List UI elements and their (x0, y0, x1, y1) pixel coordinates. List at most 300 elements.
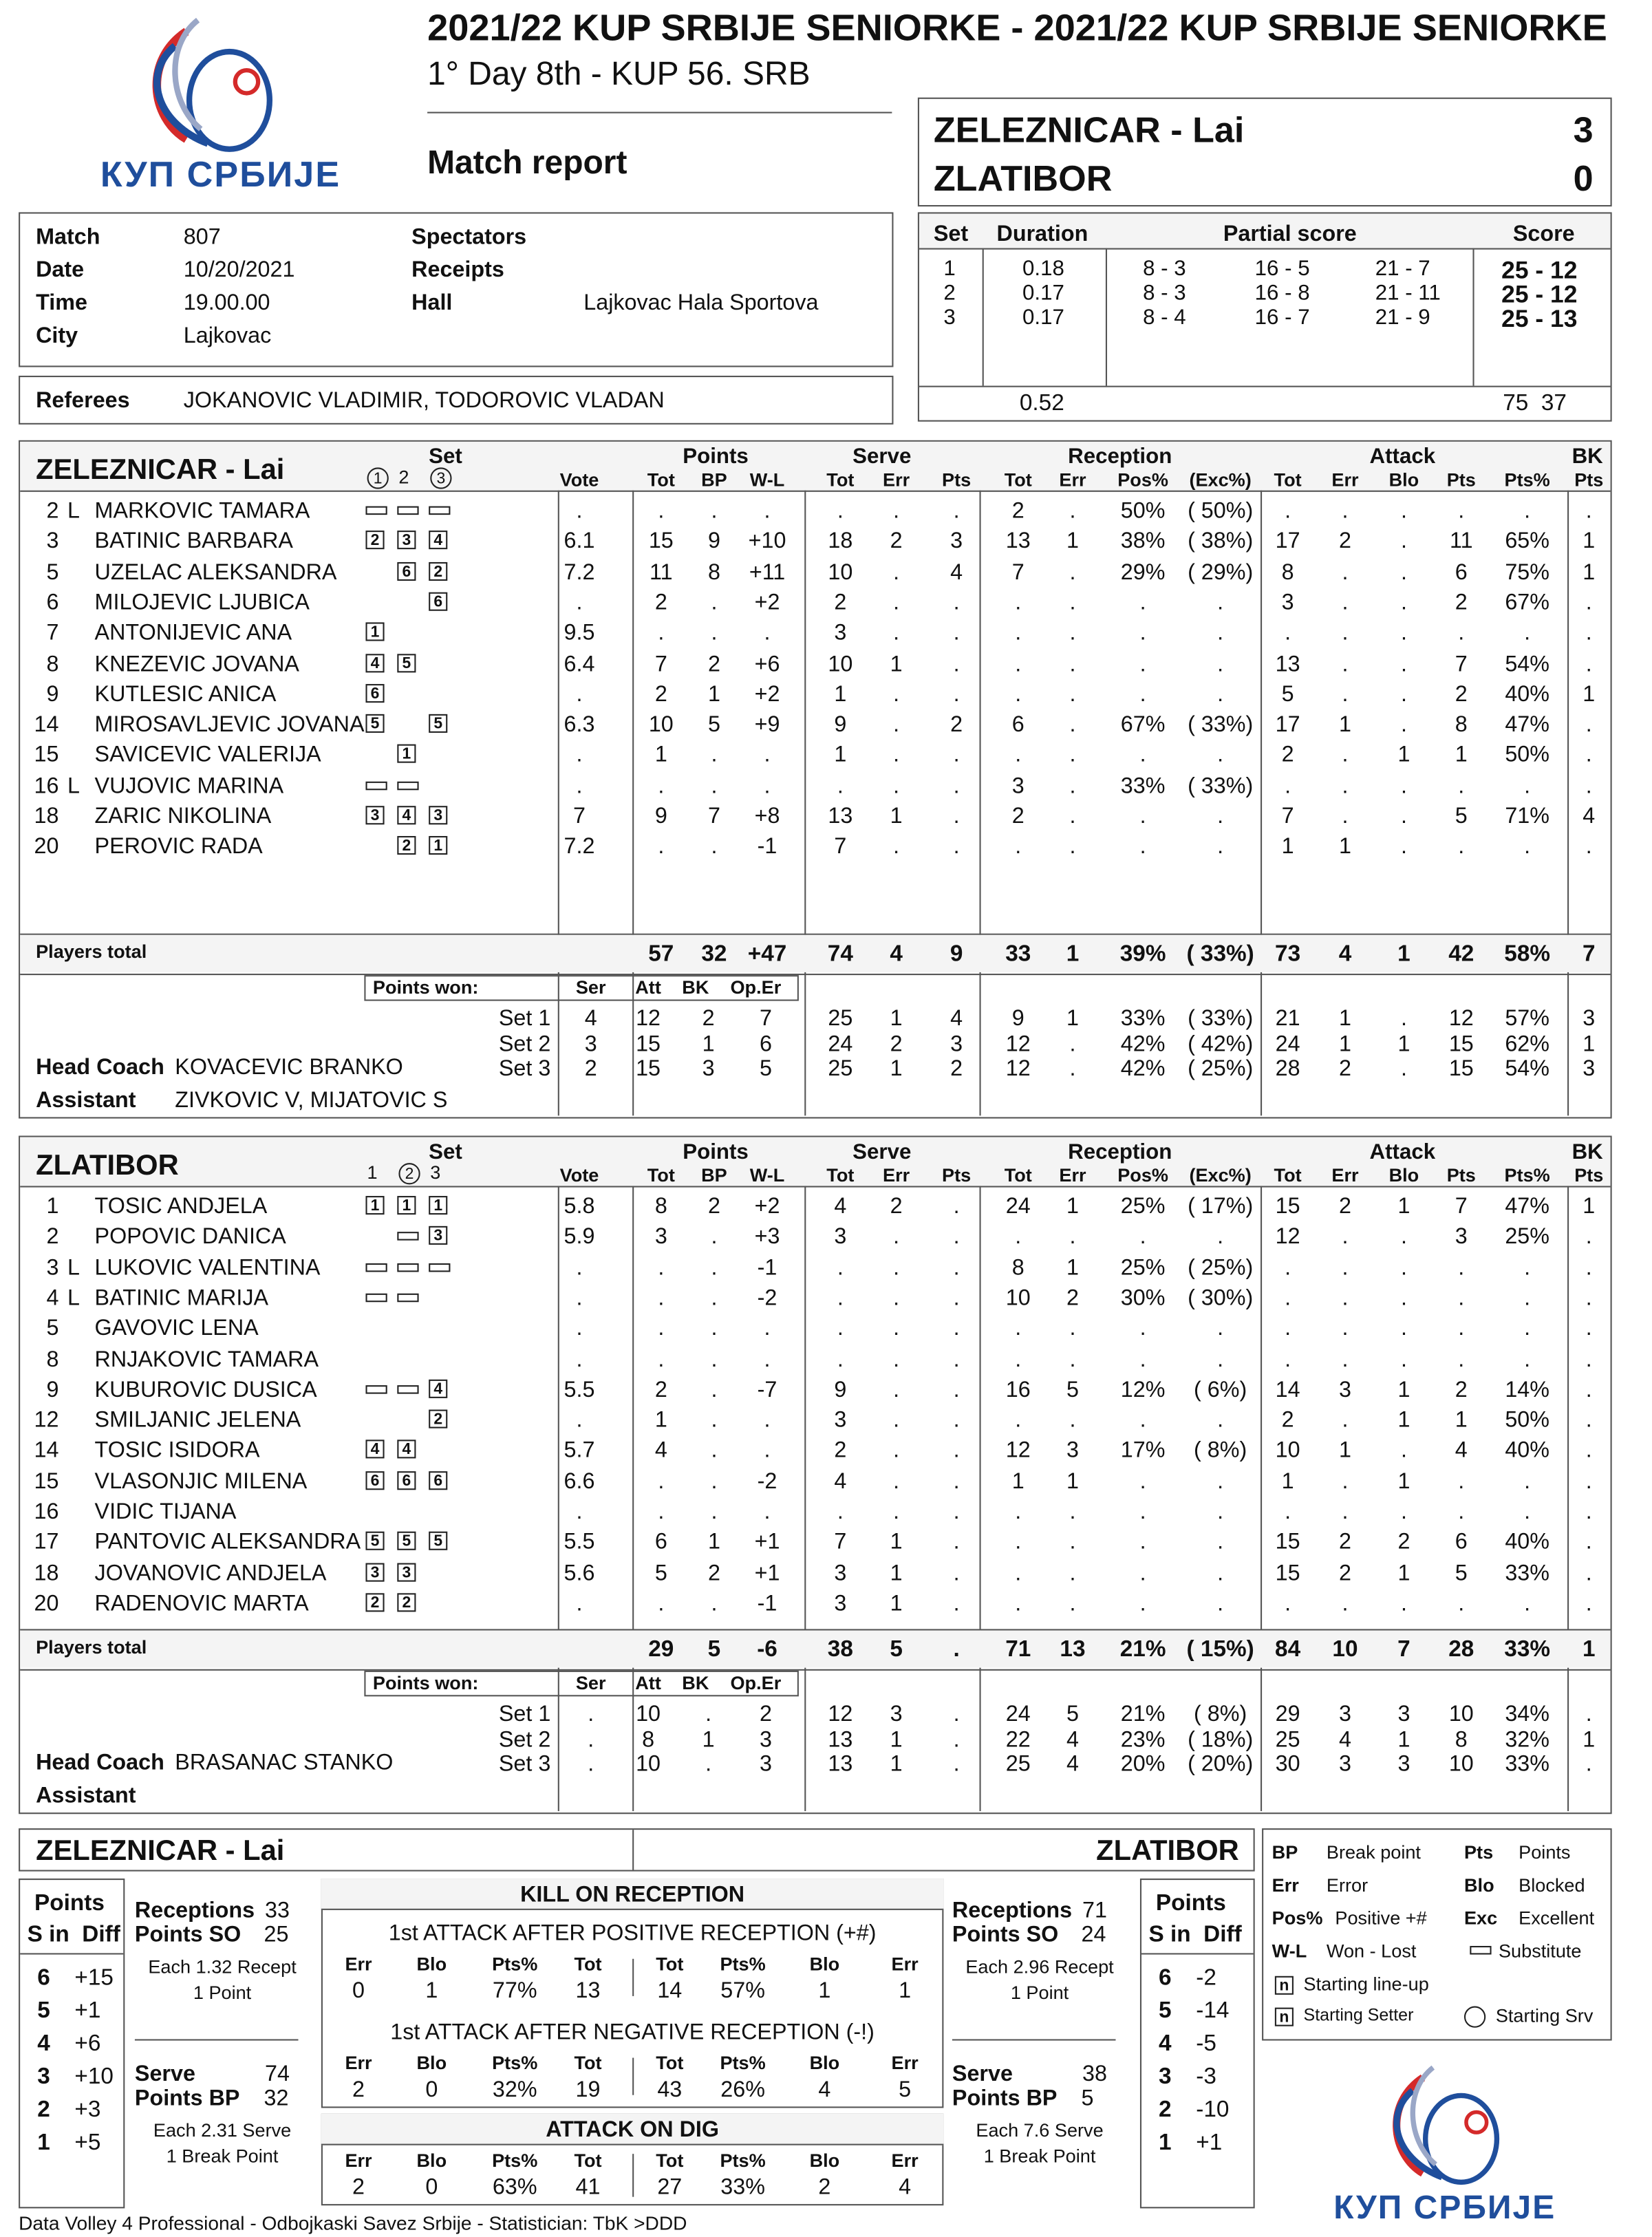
player-name: MIROSAVLJEVIC JOVANA (94, 712, 365, 738)
stat-bk: . (1585, 621, 1592, 646)
col-head-apts: Pts (1446, 469, 1476, 491)
stat-apct: 67% (1505, 590, 1550, 615)
stat-apct: . (1524, 1469, 1531, 1494)
legend-key: n (1275, 1976, 1294, 1995)
substitute-icon (397, 781, 418, 790)
stat-rpos: . (1139, 743, 1146, 768)
kill-val-r: 57% (720, 1978, 765, 2004)
set-row-ser: 3 (584, 1031, 597, 1056)
each-serve: Each 2.31 Serve (153, 2119, 292, 2141)
dig-head-r: Blo (809, 2149, 840, 2172)
legend-text: Error (1326, 1874, 1369, 1896)
set-row-stot: 25 (828, 1056, 853, 1082)
stat-bk: . (1585, 499, 1592, 524)
team-name: ZLATIBOR (36, 1150, 179, 1182)
points-subhead: S in Diff (1148, 1923, 1242, 1948)
set-row-atot: 25 (1275, 1727, 1300, 1752)
stat-ablo: 1 (1397, 1469, 1410, 1494)
summary-header (19, 1828, 1255, 1872)
set-marker-3 (430, 466, 451, 489)
stat-serr: . (893, 1408, 900, 1433)
points-diff: +10 (74, 2064, 114, 2090)
stat-serr: . (893, 590, 900, 615)
points-won-head-2: BK (682, 1671, 709, 1694)
col-head-apct: Pts% (1504, 1164, 1550, 1186)
starting-position: 1 (429, 837, 447, 855)
kill-val-l: 77% (492, 1978, 537, 2004)
set-partial-3: 21 - 11 (1375, 281, 1441, 306)
starting-position: 5 (365, 1532, 384, 1550)
stat-serr: . (893, 1347, 900, 1372)
stat-vote: . (576, 682, 583, 707)
stat-ablo: . (1400, 499, 1407, 524)
set-row-oper: 6 (759, 1031, 772, 1056)
set-partial-3: 21 - 9 (1375, 305, 1430, 330)
player-name: ZARIC NIKOLINA (94, 804, 272, 829)
legend-text: Starting Setter (1303, 2004, 1414, 2025)
stat-tot: 6 (654, 1530, 667, 1555)
stat-bk: . (1585, 1286, 1592, 1311)
stat-rtot: 1 (1011, 1469, 1025, 1494)
player-name: RNJAKOVIC TAMARA (94, 1347, 319, 1372)
set-row-aerr: 1 (1338, 1006, 1351, 1031)
stat-rtot: . (1015, 682, 1022, 707)
stat-rpos: . (1139, 1592, 1146, 1616)
stat-spts: . (953, 1255, 960, 1281)
stat-vote: 6.1 (564, 529, 595, 555)
set-marker-label: 2 (398, 466, 409, 488)
stat-ablo: 1 (1397, 1378, 1410, 1402)
stat-rexc: . (1217, 743, 1224, 768)
scoreboard-score2: 0 (1573, 159, 1594, 200)
starting-position: 5 (429, 1532, 447, 1550)
set-row-bkk: 3 (1583, 1056, 1596, 1082)
head-coach-name: BRASANAC STANKO (175, 1751, 394, 1775)
stat-stot: 18 (828, 529, 853, 555)
stat-rpos: 50% (1120, 499, 1166, 524)
stat-spts: . (953, 1561, 960, 1586)
kill-head-r: Err (891, 1953, 919, 1975)
stat-serr: 2 (890, 529, 903, 555)
total-rerr: 13 (1060, 1637, 1086, 1662)
total-apct: 33% (1504, 1637, 1551, 1662)
dig-val-r: 27 (657, 2175, 683, 2200)
points-won-head-3: Op.Er (730, 976, 782, 998)
stat-stot: 7 (834, 835, 847, 859)
stat-bp: . (711, 1592, 718, 1616)
stat-aerr: . (1342, 652, 1349, 676)
stat-wl: +8 (754, 804, 780, 829)
sets-head-set: Set (933, 222, 969, 247)
player-libero: L (67, 1286, 80, 1311)
legend-key: Err (1272, 1874, 1299, 1896)
stat-vote: 5.6 (564, 1561, 595, 1586)
set-row-apct: 57% (1505, 1006, 1550, 1031)
set-row-spts: 4 (950, 1006, 963, 1031)
stat-atot: 15 (1275, 1561, 1300, 1586)
team1-table (19, 440, 1612, 1119)
player-number: 6 (46, 590, 59, 615)
stat-vote: . (576, 743, 583, 768)
stat-spts: . (953, 1530, 960, 1555)
stat-atot: 8 (1281, 559, 1294, 585)
set-row-att: 15 (636, 1031, 661, 1056)
dig-head-l: Err (345, 2149, 372, 2172)
total-ablo: 1 (1397, 942, 1410, 967)
points-rotation: 4 (1159, 2032, 1172, 2057)
kill-title: KILL ON RECEPTION (520, 1883, 745, 1907)
stat-bk: . (1585, 1408, 1592, 1433)
set-row-spts: . (953, 1702, 960, 1727)
match-report-label: Match report (427, 143, 627, 181)
stat-rexc: . (1217, 1225, 1224, 1250)
stat-ablo: . (1400, 1225, 1407, 1250)
stat-serr: 1 (890, 1561, 903, 1586)
assistant-name: ZIVKOVIC V, MIJATOVIC S (175, 1088, 448, 1113)
starting-position: 1 (397, 745, 416, 763)
total-spts: . (953, 1637, 960, 1662)
col-head-rerr: Err (1059, 1164, 1086, 1186)
stat-wl: +11 (749, 559, 786, 585)
player-number: 8 (46, 1347, 59, 1372)
stat-ablo: . (1400, 590, 1407, 615)
stat-apct: 40% (1505, 1439, 1550, 1464)
set-row-apct: 33% (1505, 1752, 1550, 1777)
col-head-atot: Tot (1274, 1164, 1302, 1186)
points-diff: +5 (74, 2130, 101, 2156)
player-name: SMILJANIC JELENA (94, 1408, 301, 1433)
kill-val-r: 4 (818, 2077, 831, 2103)
starting-position: 3 (365, 1563, 384, 1581)
stat-aerr: . (1342, 499, 1349, 524)
set-row-serr: 1 (890, 1752, 903, 1777)
stat-wl: . (764, 499, 771, 524)
stat-atot: 15 (1275, 1530, 1300, 1555)
set-row-rexc: ( 42%) (1188, 1031, 1254, 1056)
stat-bp: 1 (707, 1530, 720, 1555)
kill-val-l: 1 (425, 1978, 438, 2004)
set-row-bkk: 1 (1583, 1031, 1596, 1056)
city-value: Lajkovac (183, 323, 272, 349)
stat-wl: -1 (757, 1592, 777, 1616)
kill-val-l: 0 (425, 2077, 438, 2103)
stat-wl: -2 (757, 1286, 777, 1311)
date-label: Date (36, 258, 85, 283)
set-row-bkk: . (1585, 1702, 1592, 1727)
set-row-rerr: 5 (1066, 1702, 1079, 1727)
stat-vote: 6.3 (564, 712, 595, 738)
stat-serr: . (893, 1225, 900, 1250)
stat-rexc: . (1217, 590, 1224, 615)
set-score: 25 - 12 (1501, 257, 1578, 284)
stat-apts: 2 (1455, 682, 1468, 707)
stat-stot: 10 (828, 652, 853, 676)
stat-spts: . (953, 1378, 960, 1402)
stat-tot: . (658, 1499, 665, 1525)
stat-apts: 5 (1455, 1561, 1468, 1586)
stat-ablo: 1 (1397, 1561, 1410, 1586)
scoreboard-team2: ZLATIBOR (933, 159, 1113, 200)
dig-val-l: 2 (352, 2175, 365, 2200)
stat-tot: . (658, 1469, 665, 1494)
stat-vote: . (576, 499, 583, 524)
total-serr: 4 (890, 942, 903, 967)
stat-apts: . (1458, 1347, 1465, 1372)
dig-title: ATTACK ON DIG (546, 2118, 720, 2143)
set-number: 1 (943, 257, 956, 281)
stat-tot: . (658, 1286, 665, 1311)
col-head-bk: Pts (1574, 1164, 1604, 1186)
total-rtot: 33 (1005, 942, 1031, 967)
stat-serr: . (893, 743, 900, 768)
stat-serr: . (893, 1499, 900, 1525)
points-diff: -5 (1196, 2032, 1216, 2057)
stat-bp: . (711, 1469, 718, 1494)
set-row-spts: . (953, 1752, 960, 1777)
stat-apts: 3 (1455, 1225, 1468, 1250)
stat-bk: . (1585, 1225, 1592, 1250)
kill-head-l: Err (345, 1953, 372, 1975)
stat-stot: 9 (834, 1378, 847, 1402)
col-head-bp: BP (701, 469, 727, 491)
set-marker-2 (398, 466, 409, 487)
player-name: PEROVIC RADA (94, 835, 263, 859)
set-row-serr: 3 (890, 1702, 903, 1727)
points-so-value: 24 (1081, 1923, 1106, 1948)
set-row-apct: 62% (1505, 1031, 1550, 1056)
col-head-aerr: Err (1331, 1164, 1359, 1186)
stat-apct: 47% (1505, 1194, 1550, 1219)
starting-position: 4 (429, 1379, 447, 1398)
stat-apct: 14% (1505, 1378, 1550, 1402)
set-row-bk: . (705, 1702, 712, 1727)
stat-rtot: 12 (1005, 1439, 1031, 1464)
total-bp: 32 (701, 942, 727, 967)
logo-bottom-emblem-icon (1333, 2051, 1563, 2194)
stat-rexc: ( 38%) (1188, 529, 1254, 555)
set-row-bk: . (705, 1752, 712, 1777)
points-diff: +3 (74, 2097, 101, 2123)
stat-apct: 65% (1505, 529, 1550, 555)
substitute-icon (429, 1263, 450, 1272)
substitute-icon (1470, 1946, 1491, 1955)
stat-rpos: . (1139, 621, 1146, 646)
stat-wl: +6 (754, 652, 780, 676)
stat-apts: . (1458, 621, 1465, 646)
stat-bp: . (711, 1378, 718, 1402)
dig-head-r: Tot (656, 2149, 684, 2172)
set-row-rexc: ( 18%) (1188, 1727, 1254, 1752)
stat-atot: . (1285, 1255, 1291, 1281)
stat-rtot: . (1015, 1408, 1022, 1433)
points-head: Points (34, 1891, 105, 1916)
set-row-ser: 2 (584, 1056, 597, 1082)
stat-rtot: 2 (1011, 499, 1025, 524)
starting-position: 1 (365, 623, 384, 641)
set-marker-label: 2 (398, 1163, 420, 1184)
stat-atot: 3 (1281, 590, 1294, 615)
points-rotation: 6 (1159, 1966, 1172, 1991)
col-head-rpos: Pos% (1117, 1164, 1169, 1186)
receptions-label: Receptions (134, 1898, 255, 1923)
points-so-value: 25 (264, 1923, 289, 1948)
starting-position: 6 (429, 1471, 447, 1490)
set-row-oper: 3 (759, 1752, 772, 1777)
points-diff: -14 (1196, 1999, 1230, 2024)
stat-rpos: . (1139, 1530, 1146, 1555)
set-row-bk: 1 (702, 1727, 715, 1752)
stat-bk: . (1585, 1316, 1592, 1341)
stat-stot: 4 (834, 1194, 847, 1219)
legend-key: W-L (1272, 1940, 1307, 1962)
stat-apts: . (1458, 1255, 1465, 1281)
total-serr: 5 (890, 1637, 903, 1662)
legend-text: Points (1519, 1841, 1571, 1863)
col-group-reception: Reception (1068, 1139, 1172, 1165)
divider (135, 2039, 299, 2040)
stat-spts: . (953, 652, 960, 676)
stat-rpos: 12% (1120, 1378, 1166, 1402)
stat-stot: 3 (834, 1561, 847, 1586)
sets-head-partial: Partial score (1223, 222, 1357, 247)
points-so-label: Points SO (134, 1923, 242, 1948)
stat-spts: . (953, 621, 960, 646)
stat-atot: . (1285, 621, 1291, 646)
each-serve: Each 7.6 Serve (976, 2119, 1104, 2141)
stat-vote: 6.6 (564, 1469, 595, 1494)
serve-value: 74 (265, 2062, 290, 2087)
points-rotation: 3 (37, 2064, 50, 2090)
kill-head-r: Pts% (720, 2052, 766, 2074)
stat-bk: 4 (1583, 804, 1596, 829)
set-row-apct: 32% (1505, 1727, 1550, 1752)
player-name: KUTLESIC ANICA (94, 682, 277, 707)
points-diff: -3 (1196, 2064, 1216, 2090)
set-row-ser: 4 (584, 1006, 597, 1031)
stat-stot: . (837, 773, 844, 799)
set-row-serr: 1 (890, 1727, 903, 1752)
stat-stot: 10 (828, 559, 853, 585)
divider (20, 1953, 123, 1954)
set-row-apts: 12 (1448, 1006, 1474, 1031)
stat-rexc: . (1217, 1469, 1224, 1494)
stat-apts: . (1458, 1316, 1465, 1341)
player-number: 1 (46, 1194, 59, 1219)
stat-rexc: ( 30%) (1188, 1286, 1254, 1311)
player-number: 14 (34, 712, 59, 738)
stat-tot: . (658, 1316, 665, 1341)
stat-atot: 13 (1275, 652, 1300, 676)
set-row-atot: 30 (1275, 1752, 1300, 1777)
player-number: 17 (34, 1530, 59, 1555)
stat-rtot: 2 (1011, 804, 1025, 829)
legend-text: Substitute (1498, 1940, 1582, 1962)
set-partial-2: 16 - 8 (1254, 281, 1310, 306)
stat-apct: . (1524, 1286, 1531, 1311)
kill-head-r: Err (891, 2052, 919, 2074)
stat-aerr: . (1342, 1225, 1349, 1250)
stat-ablo: 1 (1397, 1194, 1410, 1219)
stat-stot: 2 (834, 1439, 847, 1464)
col-head-stot: Tot (826, 1164, 855, 1186)
total-wl: -6 (757, 1637, 777, 1662)
stat-wl: . (764, 743, 771, 768)
stat-ablo: . (1400, 529, 1407, 555)
stat-apct: . (1524, 499, 1531, 524)
stat-bp: 2 (707, 652, 720, 676)
stat-bk: 1 (1583, 559, 1596, 585)
stat-atot: . (1285, 1347, 1291, 1372)
set-marker-3 (430, 1162, 440, 1183)
total-aerr: 4 (1338, 942, 1352, 967)
total-apct: 58% (1504, 942, 1551, 967)
set-row-rerr: 4 (1066, 1727, 1079, 1752)
stat-stot: 3 (834, 1225, 847, 1250)
starting-position: 1 (429, 1196, 447, 1214)
set-row-rexc: ( 20%) (1188, 1752, 1254, 1777)
set-row-label: Set 2 (498, 1031, 551, 1056)
stat-rpos: 33% (1120, 773, 1166, 799)
kill-head-l: Err (345, 2052, 372, 2074)
legend-text: Starting line-up (1303, 1973, 1429, 1995)
player-number: 18 (34, 1561, 59, 1586)
col-head-ablo: Blo (1388, 469, 1419, 491)
stat-apct: 50% (1505, 743, 1550, 768)
stat-atot: 14 (1275, 1378, 1300, 1402)
kill-head-l: Pts% (492, 2052, 538, 2074)
stat-wl: . (764, 1439, 771, 1464)
points-won-head-1: Att (635, 1671, 661, 1694)
set-row-ablo: 1 (1397, 1727, 1410, 1752)
col-head-rtot: Tot (1004, 1164, 1032, 1186)
stat-rtot: . (1015, 1530, 1022, 1555)
stat-bp: . (711, 590, 718, 615)
points-rotation: 2 (37, 2097, 50, 2123)
stat-spts: . (953, 1469, 960, 1494)
total-stot: 74 (827, 942, 853, 967)
player-number: 20 (34, 1592, 59, 1616)
sets-total-score: 75 37 (1503, 391, 1567, 416)
stat-ablo: . (1400, 1316, 1407, 1341)
stat-vote: . (576, 1255, 583, 1281)
col-head-spts: Pts (942, 469, 972, 491)
stat-aerr: . (1342, 1347, 1349, 1372)
each-recept-points: 1 Point (1010, 1982, 1069, 2004)
stat-rpos: . (1139, 1316, 1146, 1341)
stat-atot: . (1285, 773, 1291, 799)
total-wl: +47 (747, 942, 787, 967)
starting-position: 5 (365, 714, 384, 733)
stat-ablo: . (1400, 559, 1407, 585)
col-head-wl: W-L (749, 469, 785, 491)
substitute-icon (365, 1263, 387, 1272)
legend-text: Excellent (1519, 1907, 1595, 1929)
hall-value: Lajkovac Hala Sportova (583, 291, 819, 316)
stat-bk: . (1585, 1378, 1592, 1402)
stat-bp: . (711, 1439, 718, 1464)
player-number: 15 (34, 743, 59, 768)
stat-ablo: . (1400, 1347, 1407, 1372)
stat-serr: 1 (890, 1592, 903, 1616)
stat-rerr: 3 (1066, 1439, 1079, 1464)
stat-rerr: . (1069, 1316, 1076, 1341)
stat-spts: . (953, 1194, 960, 1219)
total-atot: 84 (1275, 1637, 1301, 1662)
player-name: ANTONIJEVIC ANA (94, 621, 292, 646)
stat-rexc: . (1217, 1347, 1224, 1372)
set-score: 25 - 13 (1501, 305, 1578, 333)
set-row-ser: . (588, 1702, 594, 1727)
